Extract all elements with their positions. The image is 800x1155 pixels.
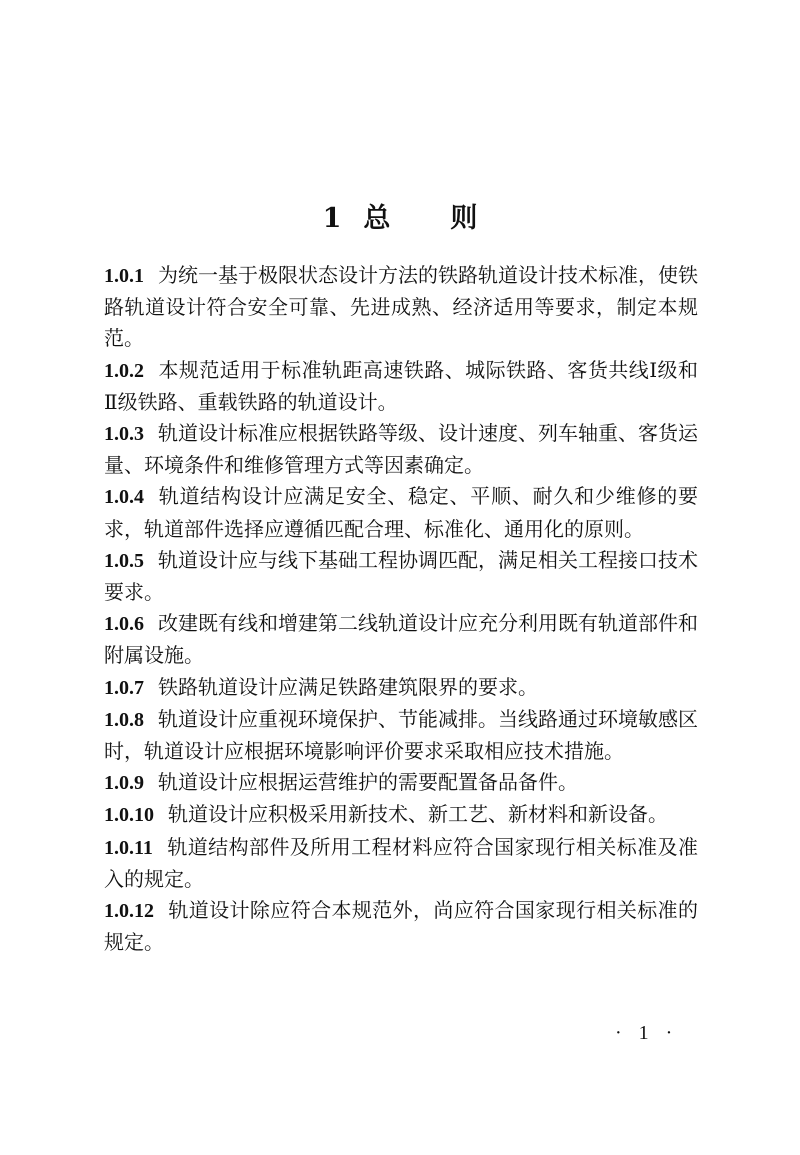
clause-1-0-12: [104, 895, 698, 958]
clause-text: 本规范适用于标准轨距高速铁路、城际铁路、客货共线Ⅰ级和Ⅱ级铁路、重载铁路的轨道设计。: [104, 357, 698, 414]
clause-number: 1.0.10: [104, 804, 154, 827]
clause-text: 轨道结构部件及所用工程材料应符合国家现行相关标准及准入的规定。: [104, 834, 698, 891]
clause-number: 1.0.9: [104, 772, 144, 795]
clause-number: 1.0.6: [104, 613, 144, 636]
clause-number: 1.0.12: [104, 900, 154, 923]
clause-1-0-6: [104, 608, 698, 671]
chapter-number: 1: [322, 203, 342, 234]
chapter-title-word-1: 总: [363, 203, 391, 234]
clause-text: 轨道设计应与线下基础工程协调匹配，满足相关工程接口技术要求。: [104, 547, 698, 605]
clause-number: 1.0.11: [104, 836, 153, 859]
clause-text: 轨道设计除应符合本规范外，尚应符合国家现行相关标准的规定。: [104, 898, 698, 955]
clause-text: 轨道设计标准应根据铁路等级、设计速度、列车轴重、客货运量、环境条件和维修管理方式等因素确定。: [104, 421, 698, 478]
clause-1-0-1: [104, 260, 698, 355]
clause-1-0-4: [104, 481, 698, 544]
clause-number: 1.0.1: [104, 265, 144, 287]
clause-number: 1.0.5: [104, 549, 144, 572]
chapter-title: [0, 196, 800, 235]
page-number: · 1 ·: [615, 1022, 679, 1044]
clause-1-0-2: [104, 355, 698, 418]
clause-1-0-10: [104, 799, 698, 831]
clause-text: 改建既有线和增建第二线轨道设计应充分利用既有轨道部件和附属设施。: [104, 611, 698, 668]
clause-1-0-8: [104, 704, 698, 767]
clause-text: 轨道设计应重视环境保护、节能减排。当线路通过环境敏感区时，轨道设计应根据环境影响评价要求采取相应技术措施。: [104, 706, 698, 764]
clause-text: 轨道结构设计应满足安全、稳定、平顺、耐久和少维修的要求，轨道部件选择应遵循匹配合理、标准化、通用化的原则。: [104, 484, 698, 541]
clause-text: 为统一基于极限状态设计方法的铁路轨道设计技术标准，使铁路轨道设计符合安全可靠、先进成熟、经济适用等要求，制定本规范。: [104, 263, 698, 351]
clause-1-0-7: [104, 672, 698, 704]
clause-1-0-9: [104, 767, 698, 799]
clause-1-0-5: [104, 545, 698, 608]
clause-number: 1.0.3: [104, 423, 144, 446]
chapter-title-word-2: 则: [450, 203, 478, 234]
clause-list: [104, 260, 698, 958]
clause-text: 轨道设计应根据运营维护的需要配置备品备件。: [158, 770, 578, 795]
clause-1-0-3: [104, 418, 698, 481]
clause-number: 1.0.7: [104, 676, 144, 699]
clause-number: 1.0.2: [104, 359, 144, 382]
clause-number: 1.0.8: [104, 708, 144, 731]
clause-number: 1.0.4: [104, 486, 144, 509]
clause-1-0-11: [104, 832, 698, 895]
clause-text: 轨道设计应积极采用新技术、新工艺、新材料和新设备。: [168, 802, 668, 827]
clause-text: 铁路轨道设计应满足铁路建筑限界的要求。: [158, 674, 538, 699]
